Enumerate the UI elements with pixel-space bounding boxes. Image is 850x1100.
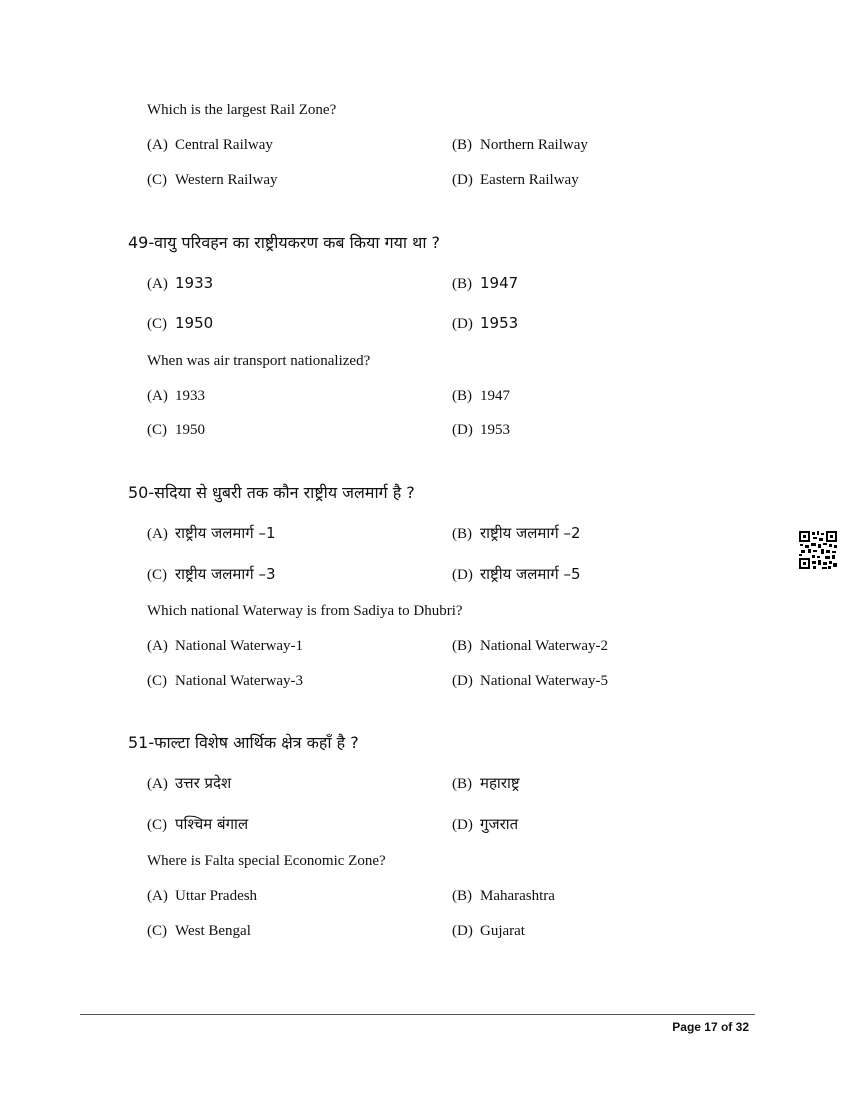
qr-code-icon bbox=[798, 530, 838, 570]
option-label: (A) bbox=[147, 638, 168, 654]
option-text: राष्ट्रीय जलमार्ग –2 bbox=[480, 524, 581, 542]
option-text: महाराष्ट्र bbox=[480, 774, 520, 792]
q51-hi-option-a bbox=[147, 773, 231, 793]
option-label: (C) bbox=[147, 567, 167, 583]
footer-divider bbox=[80, 1014, 755, 1015]
option-label: (B) bbox=[452, 388, 472, 404]
q51-hi-option-c bbox=[147, 814, 248, 834]
q48-en-question: Which is the largest Rail Zone? bbox=[147, 102, 337, 118]
option-text: Maharashtra bbox=[480, 888, 555, 904]
option-text: 1953 bbox=[480, 422, 510, 438]
option-label: (A) bbox=[147, 888, 168, 904]
q50-hi-option-c bbox=[147, 564, 276, 584]
q49-en-option-a bbox=[147, 388, 205, 405]
option-label: (D) bbox=[452, 923, 473, 939]
q51-en-option-a bbox=[147, 888, 257, 905]
option-label: (D) bbox=[452, 316, 473, 332]
q49-hi-option-d bbox=[452, 314, 518, 333]
option-label: (C) bbox=[147, 422, 167, 438]
q48-en-option-d bbox=[452, 172, 579, 189]
option-label: (A) bbox=[147, 526, 168, 542]
q51-hi-question: 51-फाल्टा विशेष आर्थिक क्षेत्र कहाँ है ? bbox=[128, 733, 359, 752]
option-text: 1933 bbox=[175, 274, 214, 292]
option-text: राष्ट्रीय जलमार्ग –3 bbox=[175, 565, 276, 583]
option-label: (C) bbox=[147, 923, 167, 939]
option-text: गुजरात bbox=[480, 815, 519, 833]
option-label: (B) bbox=[452, 526, 472, 542]
option-label: (C) bbox=[147, 316, 167, 332]
q51-en-option-d bbox=[452, 923, 525, 940]
option-text: 1947 bbox=[480, 388, 510, 404]
q50-hi-option-b bbox=[452, 523, 581, 543]
option-text: 1947 bbox=[480, 274, 519, 292]
option-text: उत्तर प्रदेश bbox=[175, 774, 232, 792]
option-text: राष्ट्रीय जलमार्ग –5 bbox=[480, 565, 581, 583]
option-text: 1953 bbox=[480, 314, 519, 332]
q49-hi-option-b bbox=[452, 274, 518, 293]
q50-en-option-b bbox=[452, 638, 608, 655]
option-text: 1933 bbox=[175, 388, 205, 404]
option-label: (D) bbox=[452, 567, 473, 583]
q48-en-option-c bbox=[147, 172, 278, 189]
option-text: पश्चिम बंगाल bbox=[175, 815, 249, 833]
q49-hi-question: 49-वायु परिवहन का राष्ट्रीयकरण कब किया गया था ? bbox=[128, 233, 441, 252]
q50-hi-question: 50-सदिया से धुबरी तक कौन राष्ट्रीय जलमार्ग है ? bbox=[128, 483, 415, 502]
q48-en-option-a bbox=[147, 137, 273, 154]
option-label: (A) bbox=[147, 276, 168, 292]
page-number: Page 17 of 32 bbox=[672, 1020, 749, 1034]
option-text: National Waterway-2 bbox=[480, 638, 609, 654]
option-label: (B) bbox=[452, 776, 472, 792]
q50-en-option-d bbox=[452, 673, 608, 690]
option-label: (D) bbox=[452, 172, 473, 188]
q49-en-option-b bbox=[452, 388, 510, 405]
option-text: National Waterway-1 bbox=[175, 638, 304, 654]
option-label: (A) bbox=[147, 388, 168, 404]
option-label: (D) bbox=[452, 817, 473, 833]
option-label: (C) bbox=[147, 817, 167, 833]
q49-hi-option-c bbox=[147, 314, 213, 333]
option-text: Eastern Railway bbox=[480, 172, 579, 188]
q50-hi-option-a bbox=[147, 523, 276, 543]
option-text: West Bengal bbox=[175, 923, 251, 939]
q51-en-option-c bbox=[147, 923, 251, 940]
q49-en-question: When was air transport nationalized? bbox=[147, 353, 371, 369]
option-label: (B) bbox=[452, 638, 472, 654]
q50-hi-option-d bbox=[452, 564, 581, 584]
option-text: 1950 bbox=[175, 422, 205, 438]
option-text: Western Railway bbox=[175, 172, 278, 188]
option-label: (C) bbox=[147, 172, 167, 188]
q50-en-option-c bbox=[147, 673, 303, 690]
option-label: (C) bbox=[147, 673, 167, 689]
q51-en-question: Where is Falta special Economic Zone? bbox=[147, 853, 386, 869]
q51-hi-option-d bbox=[452, 814, 518, 834]
option-text: राष्ट्रीय जलमार्ग –1 bbox=[175, 524, 276, 542]
option-label: (A) bbox=[147, 776, 168, 792]
option-text: 1950 bbox=[175, 314, 214, 332]
option-label: (B) bbox=[452, 276, 472, 292]
q49-hi-option-a bbox=[147, 274, 213, 293]
option-label: (B) bbox=[452, 888, 472, 904]
option-text: National Waterway-3 bbox=[175, 673, 304, 689]
q51-en-option-b bbox=[452, 888, 555, 905]
q48-en-option-b bbox=[452, 137, 588, 154]
q50-en-question: Which national Waterway is from Sadiya to Dhubri? bbox=[147, 603, 463, 619]
option-label: (D) bbox=[452, 422, 473, 438]
option-text: Northern Railway bbox=[480, 137, 588, 153]
q49-en-option-d bbox=[452, 422, 510, 439]
option-label: (B) bbox=[452, 137, 472, 153]
option-text: National Waterway-5 bbox=[480, 673, 609, 689]
q50-en-option-a bbox=[147, 638, 303, 655]
q49-en-option-c bbox=[147, 422, 205, 439]
q51-hi-option-b bbox=[452, 773, 520, 793]
option-text: Central Railway bbox=[175, 137, 273, 153]
option-label: (A) bbox=[147, 137, 168, 153]
option-label: (D) bbox=[452, 673, 473, 689]
option-text: Uttar Pradesh bbox=[175, 888, 258, 904]
option-text: Gujarat bbox=[480, 923, 525, 939]
